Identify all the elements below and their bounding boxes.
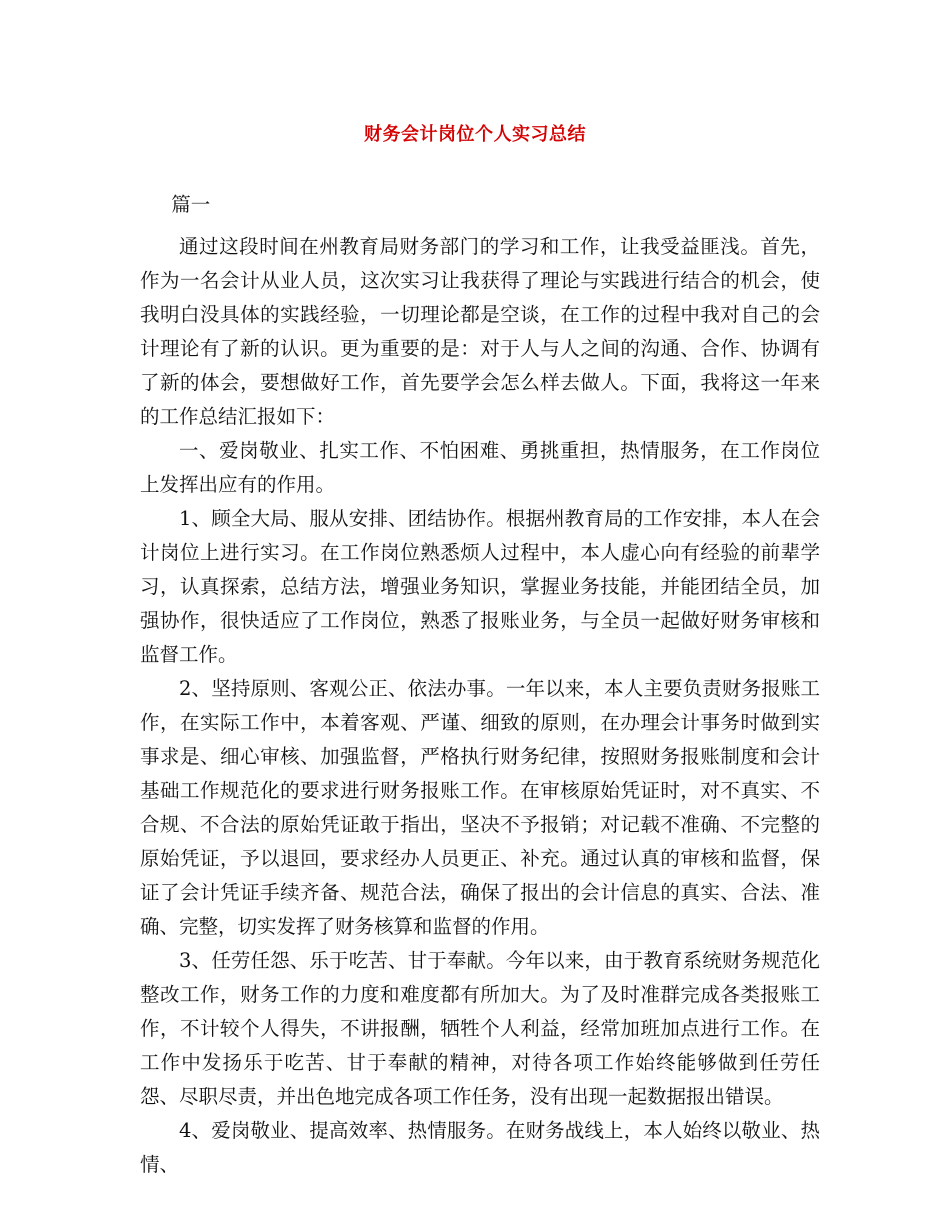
- document-title: 财务会计岗位个人实习总结: [364, 124, 586, 145]
- paragraph-intro: 通过这段时间在州教育局财务部门的学习和工作，让我受益匪浅。首先，作为一名会计从业人员，这次实习让我获得了理论与实践进行结合的机会，使我明白没具体的实践经验，一切理论都是空谈，在工作的过程中我对自己的会计理论有了新的认识。更为重要的是：对于人与人之间的沟通、合作、协调有了新的体会，要想做好工作，首先要学会怎么样去做人。下面，我将这一年来的工作总结汇报如下：: [140, 235, 820, 428]
- document-body: [140, 188, 820, 1182]
- paragraph-heading-1: 一、爱岗敬业、扎实工作、不怕困难、勇挑重担，热情服务，在工作岗位上发挥出应有的作用。: [140, 439, 820, 496]
- paragraph-item-1: 1、顾全大局、服从安排、团结协作。根据州教育局的工作安排，本人在会计岗位上进行实习。在工作岗位熟悉烦人过程中，本人虚心向有经验的前辈学习，认真探索，总结方法，增强业务知识，掌握业务技能，并能团结全员，加强协作，很快适应了工作岗位，熟悉了报账业务，与全员一起做好财务审核和监督工作。: [140, 507, 820, 666]
- section-label: 篇一: [171, 193, 211, 216]
- paragraph-item-3: 3、任劳任怨、乐于吃苦、甘于奉献。今年以来，由于教育系统财务规范化整改工作，财务工作的力度和难度都有所加大。为了及时准群完成各类报账工作，不计较个人得失，不讲报酬，牺牲个人利益，经常加班加点进行工作。在工作中发扬乐于吃苦、甘于奉献的精神，对待各项工作始终能够做到任劳任怨、尽职尽责，并出色地完成各项工作任务，没有出现一起数据报出错误。: [140, 949, 820, 1108]
- paragraph-item-4: 4、爱岗敬业、提高效率、热情服务。在财务战线上，本人始终以敬业、热情、: [140, 1119, 820, 1176]
- paragraph-item-2: 2、坚持原则、客观公正、依法办事。一年以来，本人主要负责财务报账工作，在实际工作中，本着客观、严谨、细致的原则，在办理会计事务时做到实事求是、细心审核、加强监督，严格执行财务纪律，按照财务报账制度和会计基础工作规范化的要求进行财务报账工作。在审核原始凭证时，对不真实、不合规、不合法的原始凭证敢于指出，坚决不予报销；对记载不准确、不完整的原始凭证，予以退回，要求经办人员更正、补充。通过认真的审核和监督，保证了会计凭证手续齐备、规范合法，确保了报出的会计信息的真实、合法、准确、完整，切实发挥了财务核算和监督的作用。: [140, 677, 820, 938]
